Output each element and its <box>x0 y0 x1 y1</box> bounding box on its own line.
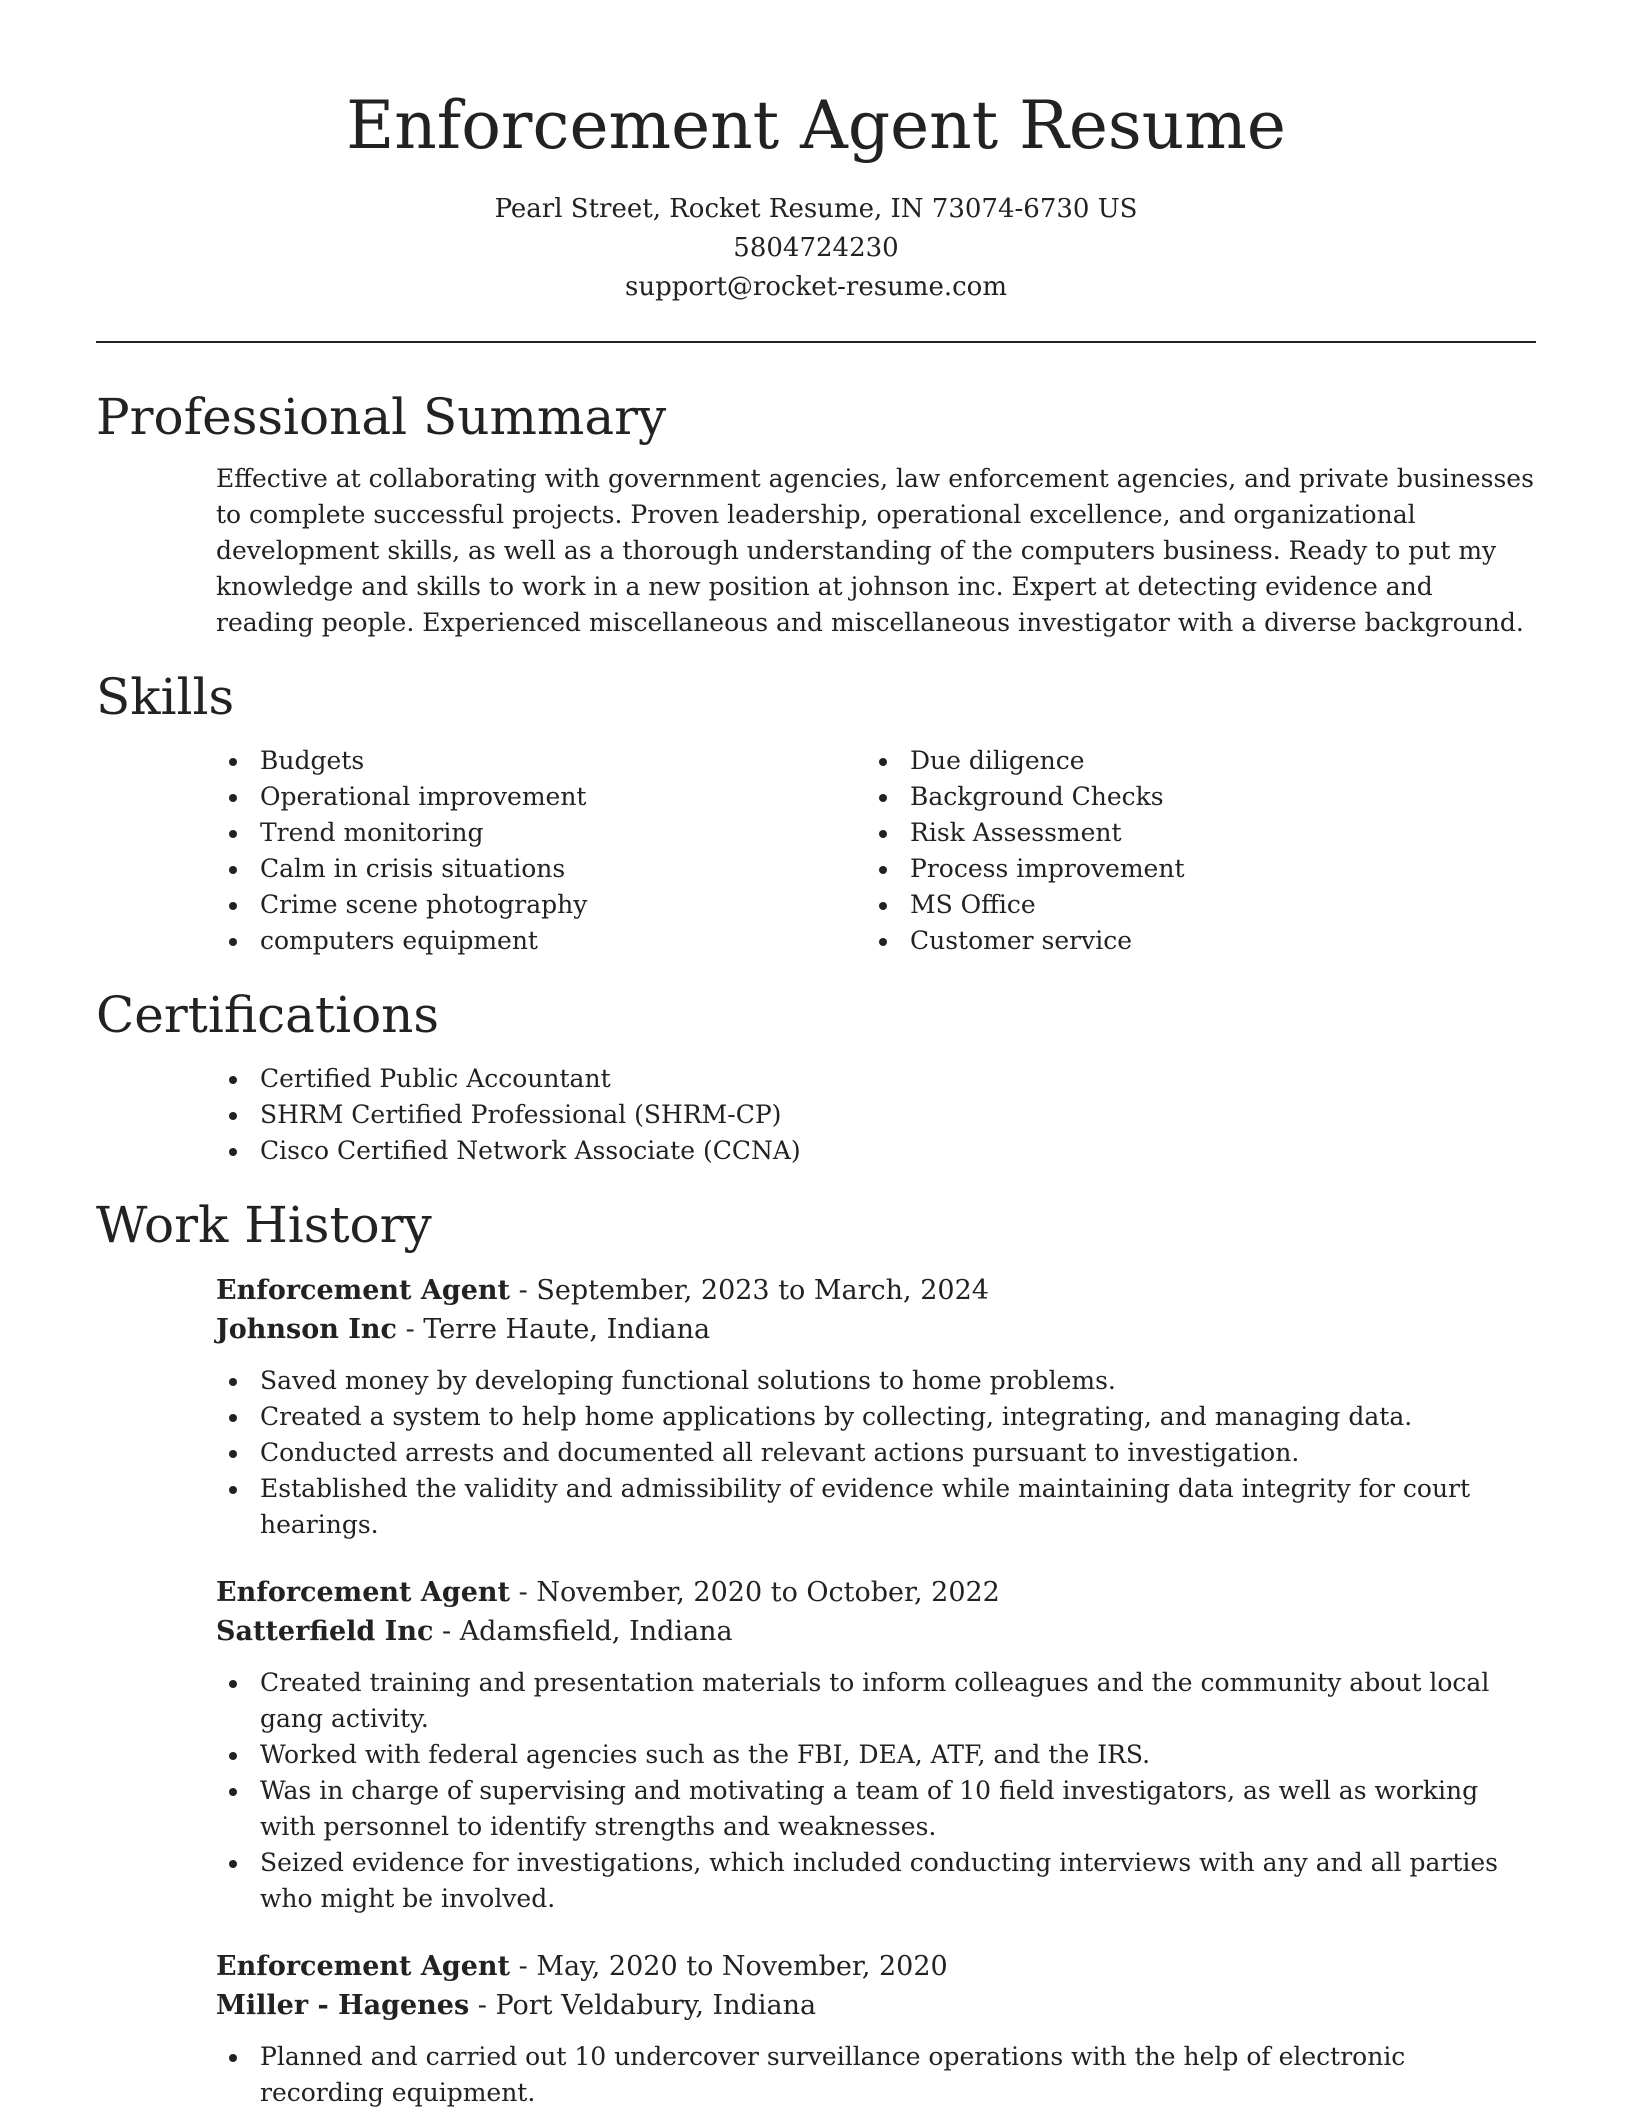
section-heading-work-history: Work History <box>96 1196 432 1254</box>
job-role: Enforcement Agent <box>216 1577 511 1608</box>
job-company: Johnson Inc <box>216 1314 397 1345</box>
job-company-line: Johnson Inc - Terre Haute, Indiana <box>216 1314 711 1345</box>
job-role: Enforcement Agent <box>216 1275 511 1306</box>
job-location: Terre Haute, Indiana <box>423 1314 711 1345</box>
skill-item: Process improvement <box>910 851 1516 887</box>
contact-phone: 5804724230 <box>733 233 899 263</box>
job-role: Enforcement Agent <box>216 1951 511 1982</box>
section-heading-certifications: Certifications <box>96 986 440 1044</box>
skill-item: computers equipment <box>260 923 866 959</box>
certification-item: Cisco Certified Network Associate (CCNA) <box>260 1133 1536 1169</box>
skill-item: Budgets <box>260 743 866 779</box>
certification-item: SHRM Certified Professional (SHRM-CP) <box>260 1097 1536 1133</box>
section-heading-skills: Skills <box>96 668 235 726</box>
section-skills <box>96 667 1536 959</box>
job-entry <box>96 1947 1536 2111</box>
contact-address: Pearl Street, Rocket Resume, IN 73074-6730 US <box>494 194 1138 224</box>
job-bullet: Created training and presentation materials to inform colleagues and the community about local gang activity. <box>260 1665 1536 1737</box>
job-dates: November, 2020 to October, 2022 <box>536 1577 1000 1608</box>
job-company: Miller - Hagenes <box>216 1990 470 2021</box>
job-title-line: Enforcement Agent - September, 2023 to March, 2024 <box>216 1275 989 1306</box>
job-bullet: Worked with federal agencies such as the FBI, DEA, ATF, and the IRS. <box>260 1737 1536 1773</box>
job-title-line: Enforcement Agent - November, 2020 to October, 2022 <box>216 1577 1000 1608</box>
job-company-line: Miller - Hagenes - Port Veldabury, Indiana <box>216 1990 817 2021</box>
resume-title: Enforcement Agent Resume <box>346 87 1286 164</box>
job-company-line: Satterfield Inc - Adamsfield, Indiana <box>216 1616 733 1647</box>
job-entry <box>96 1271 1536 1543</box>
job-bullet: Conducted arrests and documented all relevant actions pursuant to investigation. <box>260 1435 1536 1471</box>
job-dates: September, 2023 to March, 2024 <box>536 1275 989 1306</box>
header-divider <box>96 341 1536 343</box>
job-entry <box>96 1573 1536 1917</box>
contact-email: support@rocket-resume.com <box>624 272 1007 302</box>
job-dates: May, 2020 to November, 2020 <box>536 1951 948 1982</box>
skill-item: Calm in crisis situations <box>260 851 866 887</box>
skill-item: Crime scene photography <box>260 887 866 923</box>
job-bullet: Established the validity and admissibility of evidence while maintaining data integrity for court hearings. <box>260 1471 1536 1543</box>
job-bullet: Seized evidence for investigations, which included conducting interviews with any and all parties who might be involved. <box>260 1845 1536 1917</box>
skill-item: Risk Assessment <box>910 815 1516 851</box>
skills-column-left <box>216 743 866 959</box>
section-certifications <box>96 985 1536 1169</box>
summary-text: Effective at collaborating with government agencies, law enforcement agencies, and private businesses to complete successful projects. Proven leadership, operational excellence, and organizational development skills, as well as a thorough understanding of the computers business. Ready to put my knowledge and skills to work in a new position at johnson inc. Expert at detecting evidence and reading people. Experienced miscellaneous and miscellaneous investigator with a diverse background. <box>216 464 1534 637</box>
section-professional-summary <box>96 387 1536 641</box>
skill-item: Operational improvement <box>260 779 866 815</box>
certification-item: Certified Public Accountant <box>260 1061 1536 1097</box>
skills-column-right <box>866 743 1516 959</box>
skills-grid <box>96 743 1536 959</box>
contact-info <box>96 190 1536 307</box>
job-company: Satterfield Inc <box>216 1616 434 1647</box>
section-work-history <box>96 1195 1536 2111</box>
skill-item: Customer service <box>910 923 1516 959</box>
job-location: Port Veldabury, Indiana <box>495 1990 817 2021</box>
skill-item: Trend monitoring <box>260 815 866 851</box>
job-bullet: Planned and carried out 10 undercover surveillance operations with the help of electronic recording equipment. <box>260 2039 1536 2111</box>
skill-item: MS Office <box>910 887 1516 923</box>
job-bullet: Created a system to help home applications by collecting, integrating, and managing data. <box>260 1399 1536 1435</box>
job-title-line: Enforcement Agent - May, 2020 to November, 2020 <box>216 1951 948 1982</box>
job-bullet: Was in charge of supervising and motivating a team of 10 field investigators, as well as working with personnel to identify strengths and weaknesses. <box>260 1773 1536 1845</box>
skill-item: Background Checks <box>910 779 1516 815</box>
job-bullet: Saved money by developing functional solutions to home problems. <box>260 1363 1536 1399</box>
skill-item: Due diligence <box>910 743 1516 779</box>
resume-page <box>96 0 1536 2111</box>
job-location: Adamsfield, Indiana <box>459 1616 733 1647</box>
section-heading-summary: Professional Summary <box>96 388 667 446</box>
certifications-list <box>96 1061 1536 1169</box>
